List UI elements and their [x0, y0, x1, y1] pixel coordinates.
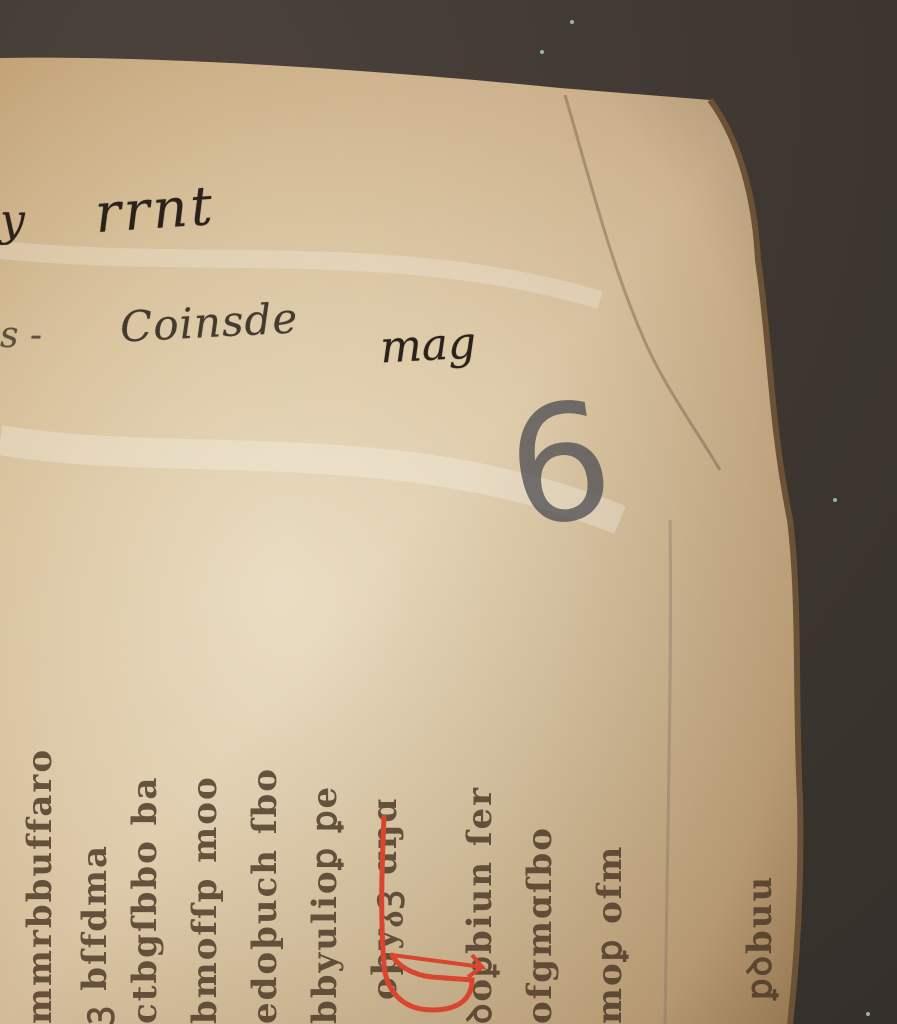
script-line: moꝑ ofm: [590, 844, 630, 1024]
script-line: ꝺoꝑbiun ſer: [460, 785, 500, 1024]
script-line: bbyulioꝑ ꝑe: [305, 784, 345, 1024]
script-line: ꝑꝺbuu: [740, 874, 780, 1000]
handwritten-middle-line: Coinsde: [118, 293, 300, 352]
script-line: ctbgſbbo ba: [125, 775, 165, 1024]
script-line: ofgmɑſbo: [520, 826, 560, 1024]
script-line: oþyᵹꝫ ɑŋɑ: [365, 796, 405, 1000]
script-line: ꝫ bſfdma: [75, 843, 115, 1024]
script-line: edoþuch ſbo: [245, 767, 285, 1024]
pencil-shelfmark-number: 6: [496, 364, 624, 565]
handwritten-top-line: rrnt: [92, 173, 218, 246]
left-fragment-2: s -: [0, 315, 43, 356]
script-line: mmrbbuffaro: [20, 747, 60, 1024]
handwritten-mag: mag: [378, 317, 478, 374]
red-initial-icon: [372, 815, 502, 1015]
left-fragment-1: y: [0, 195, 25, 246]
script-line: bmofſp moo: [185, 775, 225, 1024]
